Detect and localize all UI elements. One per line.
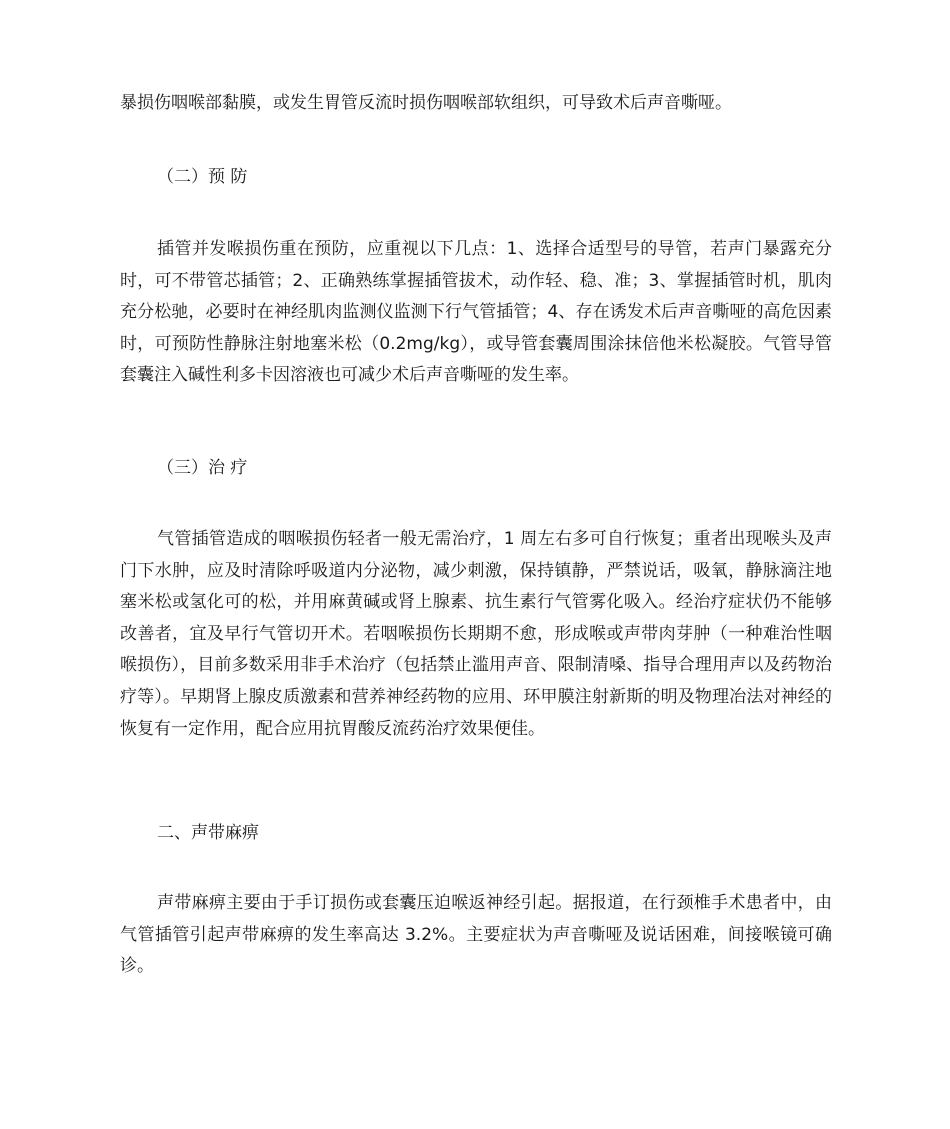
section-heading-prevention: （二）预 防 xyxy=(157,167,248,187)
section-heading-treatment: （三）治 疗 xyxy=(157,458,248,478)
vocal-cord-paragraph: 声带麻痹主要由于手订损伤或套囊压迫喉返神经引起。据报道，在行颈椎手术患者中，由气管插管引起声带麻痹的发生率高达 3.2%。主要症状为声音嘶哑及说话困难，间接喉镜可确诊。 xyxy=(120,893,832,977)
treatment-paragraph: 气管插管造成的咽喉损伤轻者一般无需治疗，1 周左右多可自行恢复；重者出现喉头及声门下水肿，应及时清除呼吸道内分泌物，减少刺激，保持镇静，严禁说话，吸氧，静脉滴注地塞米松或氢化可的松，并用麻黄碱或肾上腺素、抗生素行气管雾化吸入。经治疗症状仍不能够改善者，宜及早行气管切开术。若咽喉损伤长期期不愈，形成喉或声带肉芽肿（一种难治性咽喉损伤），目前多数采用非手术治疗（包括禁止滥用声音、限制清嗓、指导合理用声以及药物治疗等）。早期肾上腺皮质激素和营养神经药物的应用、环甲膜注射新斯的明及物理冶法对神经的恢复有一定作用，配合应用抗胃酸反流药治疗效果便佳。 xyxy=(120,529,832,739)
section-heading-vocal-cord-paralysis: 二、声带麻痹 xyxy=(157,823,259,843)
intro-paragraph: 暴损伤咽喉部黏膜，或发生胃管反流时损伤咽喉部软组织，可导致术后声音嘶哑。 xyxy=(120,93,732,113)
prevention-paragraph: 插管并发喉损伤重在预防，应重视以下几点：1、选择合适型号的导管，若声门暴露充分时，可不带管芯插管；2、正确熟练掌握插管拔术，动作轻、稳、准；3、掌握插管时机，肌肉充分松驰，必要时在神经肌肉监测仪监测下行气管插管；4、存在诱发术后声音嘶哑的高危因素时，可预防性静脉注射地塞米松（0.2mg/kg），或导管套囊周围涂抹倍他米松凝胶。气管导管套囊注入碱性利多卡因溶液也可减少术后声音嘶哑的发生率。 xyxy=(120,239,832,386)
